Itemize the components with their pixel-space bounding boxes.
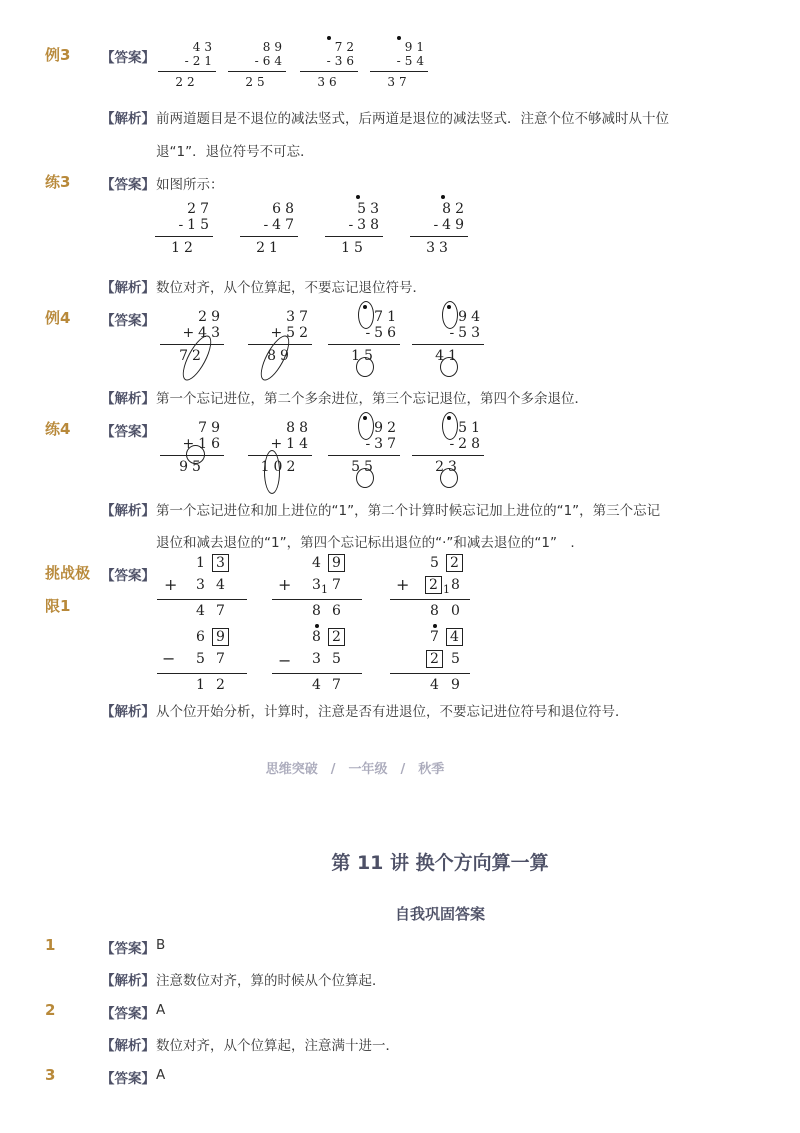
answer-value: B [156,937,166,953]
answer-value: A [156,1067,166,1083]
carry-mark: 1 [443,583,450,596]
calc-bottom: -28 [449,436,484,452]
analysis-label: 【解析】 [101,973,155,989]
vertical-calc [160,420,224,475]
minus-sign: − [278,651,292,670]
calc-top: 27 [187,201,213,217]
digit: 1 [196,677,205,693]
calc-bottom: -56 [365,325,400,341]
calc-result: 95 [179,459,205,475]
calc-result: 22 [175,75,199,89]
calc-result: 21 [256,240,282,256]
vertical-calc [160,309,224,364]
digit: 8 [430,603,439,619]
calc-result: 55 [351,459,377,475]
answer-box: 3 [212,554,229,572]
vertical-calc [248,420,312,475]
analysis-text: 从个位开始分析，计算时，注意是否有进退位，不要忘记进位符号和退位符号． [156,704,629,720]
digit: 3 [196,577,205,593]
calc-result: 89 [267,348,293,364]
vertical-calc [240,201,298,256]
calc-bottom: -64 [254,54,286,68]
calc-bottom: +14 [270,436,312,452]
analysis-text: 前两道题目是不退位的减法竖式，后两道是退位的减法竖式．注意个位不够减时从十位 [156,111,669,127]
digit: 7 [430,629,439,645]
calc-top: 72 [334,40,358,54]
vertical-calc [228,40,286,89]
calc-result: 37 [387,75,411,89]
digit: 8 [451,577,460,593]
borrow-dot [433,624,437,628]
calc-top: 88 [286,420,312,436]
error-circle [440,357,458,377]
digit: 3 [312,651,321,667]
vertical-calc [158,40,216,89]
section-tag-ex4: 例4 [45,309,71,327]
answer-label: 【答案】 [101,1006,155,1022]
vertical-calc [155,201,213,256]
analysis-text: 注意数位对齐，算的时候从个位算起． [156,973,386,989]
analysis-text: 退“1”．退位符号不可忘． [156,144,314,160]
minus-sign: − [162,649,176,668]
calc-top: 51 [458,420,484,436]
digit: 1 [196,555,205,571]
answer-label: 【答案】 [101,177,155,193]
calc-bottom: -38 [348,217,383,233]
borrow-dot [447,305,451,309]
error-circle [356,357,374,377]
borrow-dot [315,624,319,628]
calc-bottom: -47 [263,217,298,233]
answer-box: 2 [425,576,442,594]
calc-result: 12 [171,240,197,256]
lecture-title: 第 11 讲 换个方向算一算 [331,852,549,874]
digit: 5 [451,651,460,667]
section-tag-ex3: 例3 [45,46,71,64]
calc-line [390,599,470,600]
digit: 4 [216,577,225,593]
answer-number: 3 [45,1066,56,1084]
calc-bottom: +52 [270,325,312,341]
plus-sign: + [278,575,292,594]
answer-text: 如图所示： [156,177,224,193]
error-circle [186,445,205,464]
section-tag-pr4: 练4 [45,420,71,438]
answer-value: A [156,1002,166,1018]
calc-bottom: -37 [365,436,400,452]
digit: 2 [216,677,225,693]
answer-box: 9 [328,554,345,572]
answer-box: 9 [212,628,229,646]
calc-result: 23 [435,459,461,475]
answer-label: 【答案】 [101,568,155,584]
analysis-text: 数位对齐，从个位算起，注意满十进一． [156,1038,399,1054]
answer-box: 2 [446,554,463,572]
borrow-dot [447,416,451,420]
digit: 4 [430,677,439,693]
digit: 0 [451,603,460,619]
digit: 7 [216,651,225,667]
plus-sign: + [396,575,410,594]
vertical-calc [412,309,484,364]
digit: 7 [216,603,225,619]
calc-result: 33 [426,240,452,256]
answer-label: 【答案】 [101,1071,155,1087]
digit: 7 [332,677,341,693]
vertical-calc [328,309,400,364]
page-footer: 思维突破 / 一年级 / 秋季 [265,762,445,777]
calc-top: 91 [404,40,428,54]
calc-result: 25 [245,75,269,89]
analysis-text: 退位和减去退位的“1”，第四个忘记标出退位的“·”和减去退位的“1” . [156,535,575,551]
analysis-label: 【解析】 [101,503,155,519]
calc-top: 43 [192,40,216,54]
error-circle [264,450,280,494]
error-circle [356,468,374,488]
borrow-dot [327,36,331,40]
digit: 7 [332,577,341,593]
calc-result: 15 [341,240,367,256]
answer-box: 2 [426,650,443,668]
answer-box: 2 [328,628,345,646]
vertical-calc [410,201,468,256]
calc-top: 37 [286,309,312,325]
calc-bottom: -36 [326,54,358,68]
carry-mark: 1 [321,583,328,596]
digit: 5 [196,651,205,667]
answer-number: 2 [45,1001,56,1019]
analysis-label: 【解析】 [101,280,155,296]
analysis-label: 【解析】 [101,704,155,720]
calc-bottom: -54 [396,54,428,68]
calc-top: 29 [198,309,224,325]
digit: 4 [312,677,321,693]
calc-top: 71 [374,309,400,325]
section-tag-pr3: 练3 [45,173,71,191]
section-tag-challenge-line2: 限1 [45,597,71,615]
analysis-text: 第一个忘记进位和加上进位的“1”，第二个计算时候忘记加上进位的“1”，第三个忘记 [156,503,661,519]
calc-top: 94 [458,309,484,325]
digit: 5 [430,555,439,571]
analysis-label: 【解析】 [101,111,155,127]
digit: 6 [332,603,341,619]
calc-line [272,599,362,600]
section-subtitle: 自我巩固答案 [394,905,485,923]
digit: 4 [196,603,205,619]
answer-label: 【答案】 [101,50,155,66]
calc-top: 79 [198,420,224,436]
analysis-label: 【解析】 [101,391,155,407]
digit: 6 [196,629,205,645]
calc-bottom: -53 [449,325,484,341]
analysis-text: 第一个忘记进位，第二个多余进位，第三个忘记退位，第四个多余退位． [156,391,588,407]
calc-bottom: -49 [433,217,468,233]
calc-line [272,673,362,674]
section-tag-challenge: 挑战极 [45,564,91,582]
calc-line [157,673,247,674]
calc-result: 36 [317,75,341,89]
answer-box: 4 [446,628,463,646]
calc-bottom: +43 [182,325,224,341]
vertical-calc [300,40,358,89]
borrow-dot [363,416,367,420]
borrow-dot [363,305,367,309]
calc-result: 41 [435,348,461,364]
vertical-calc [248,309,312,364]
digit: 8 [312,603,321,619]
digit: 9 [451,677,460,693]
calc-bottom: -15 [178,217,213,233]
answer-label: 【答案】 [101,941,155,957]
calc-bottom: -21 [184,54,216,68]
calc-top: 53 [357,201,383,217]
vertical-calc [370,40,428,89]
digit: 8 [312,629,321,645]
calc-top: 82 [442,201,468,217]
analysis-label: 【解析】 [101,1038,155,1054]
answer-label: 【答案】 [101,424,155,440]
borrow-dot [441,195,445,199]
borrow-dot [356,195,360,199]
calc-top: 92 [374,420,400,436]
calc-bottom: +16 [182,436,224,452]
calc-top: 68 [272,201,298,217]
vertical-calc [325,201,383,256]
borrow-dot [397,36,401,40]
analysis-text: 数位对齐，从个位算起，不要忘记退位符号． [156,280,426,296]
plus-sign: + [164,575,178,594]
calc-top: 89 [262,40,286,54]
answer-label: 【答案】 [101,313,155,329]
vertical-calc [328,420,400,475]
error-circle [440,468,458,488]
calc-result: 72 [179,348,205,364]
calc-result: 15 [351,348,377,364]
answer-number: 1 [45,936,56,954]
calc-result: 102 [260,459,300,475]
calc-line [157,599,247,600]
calc-line [390,673,470,674]
digit: 5 [332,651,341,667]
digit: 4 [312,555,321,571]
vertical-calc [412,420,484,475]
digit: 3 [312,577,321,593]
